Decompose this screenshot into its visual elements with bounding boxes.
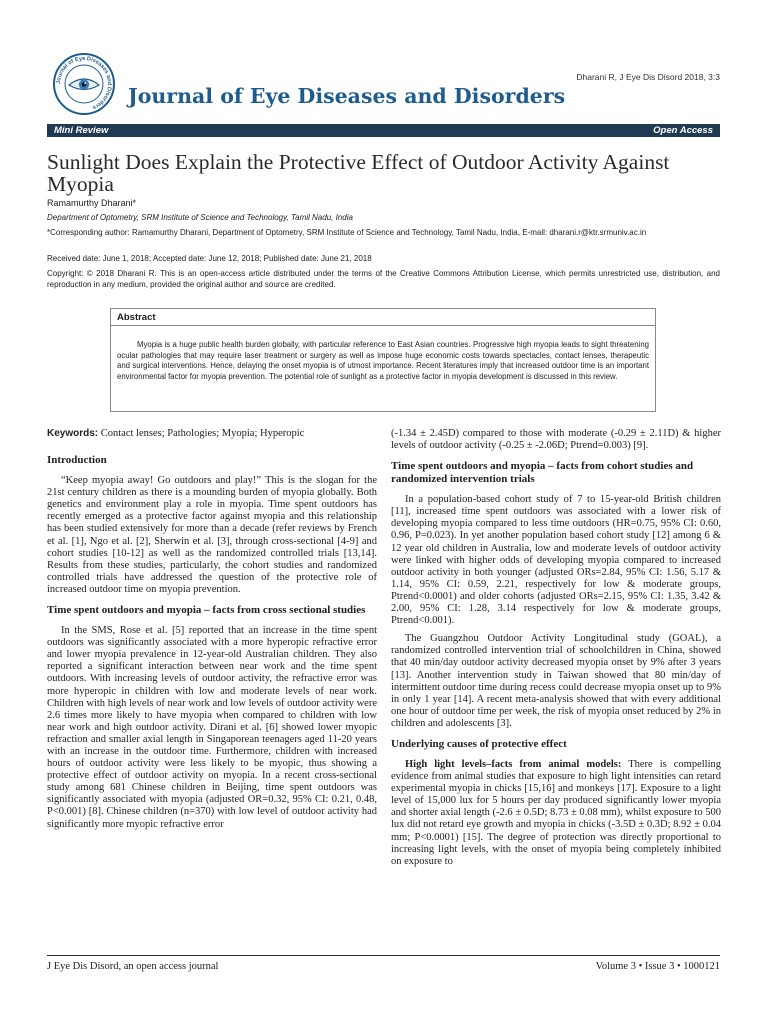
abstract-text: Myopia is a huge public health burden globally, with particular reference to East Asian countries. Progressive high myopia leads to sight threatening ocular pathologies that may require laser treatment or surgery as well as impose huge economic costs towards spectacles, contact lenses, therapeutic and surgical interventions. Hence, delaying the onset myopia is of utmost importance. Recent literatures imply that increased outdoor time is an important environmental factor for myopia prevention. The potential role of sunlight as a protective factor in myopia development is discussed in this review. bbox=[117, 340, 649, 381]
section-heading-cross-sectional: Time spent outdoors and myopia – facts from cross sectional studies bbox=[47, 604, 366, 617]
journal-title: Journal of Eye Diseases and Disorders bbox=[128, 84, 566, 108]
left-column bbox=[47, 428, 377, 837]
footer-volume: Volume 3 • Issue 3 • 1000121 bbox=[595, 961, 720, 972]
article-title: Sunlight Does Explain the Protective Effect of Outdoor Activity Against Myopia bbox=[47, 150, 670, 196]
keywords-text: Contact lenses; Pathologies; Myopia; Hyperopic bbox=[100, 428, 305, 439]
section-heading-introduction: Introduction bbox=[47, 454, 107, 467]
author-name: Ramamurthy Dharani* bbox=[47, 198, 137, 208]
article-type-banner bbox=[47, 124, 720, 137]
section-heading-cohort: Time spent outdoors and myopia – facts from cohort studies and randomized intervention trials bbox=[391, 460, 694, 486]
citation-line: Dharani R, J Eye Dis Disord 2018, 3:3 bbox=[576, 72, 720, 82]
abstract-heading: Abstract bbox=[117, 312, 156, 323]
journal-logo bbox=[52, 52, 116, 116]
paragraph: In the SMS, Rose et al. [5] reported that an increase in the time spent outdoors was significantly associated with a more hyperopic refractive error and lower myopia prevalence in 12-year-old Australian children. They also reported a significant interaction between near work and the time spent outdoors. With increasing levels of outdoor activity, the refractive error was more hyperopic in children with low and moderate levels of near work. Children with high levels of near work and low levels of outdoor activity were 2.6 times more likely to have myopia when compared to children with low near work and high outdoor activity. Dirani et al. [6] showed lower myopic refraction and smaller axial length in Singaporean teenagers aged 11-20 years with an increase in the outdoor time. Furthermore, children with increased hours of outdoor activity were less likely to be myopic, thus showing a protective effect of outdoor activity on myopia. In a recent cross-sectional study among 681 Chinese children in Beijing, time spent outdoors was significantly associated with myopia (adjusted OR=0.32, 95% CI: 0.21, 0.48, P<0.001) [8]. Chinese children (n=370) with low level of outdoor activity had significantly more myopic refractive error bbox=[47, 625, 377, 830]
keywords-label: Keywords: bbox=[47, 428, 99, 439]
corresponding-author: *Corresponding author: Ramamurthy Dharani, Department of Optometry, SRM Institute of Science and Technology, Tamil Nadu, India, E-mail: dharani.r@ktr.srmuniv.ac.in bbox=[47, 228, 647, 237]
open-access-label: Open Access bbox=[653, 125, 713, 136]
abstract-box bbox=[110, 308, 656, 412]
paragraph: The Guangzhou Outdoor Activity Longitudinal study (GOAL), a randomized controlled intervention trial of schoolchildren in China, showed that 40 min/day outdoor activity decreased myopia onset by 9% after 3 years [13]. Another intervention study in Taiwan showed that 80 min/day of intermittent outdoor time during recess could decrease myopia onset up to 9% in only 1 year [14]. A recent meta-analysis showed that with every additional one hour of outdoor time per week, the risk of myopia onset reduced by 2% in children and adolescents [3]. bbox=[391, 633, 721, 729]
paragraph bbox=[391, 759, 721, 868]
paragraph: (-1.34 ± 2.45D) compared to those with moderate (-0.29 ± 2.11D) & higher levels of outdoor activity (-0.25 ± -2.06D; Ptrend=0.003) [9]. bbox=[391, 428, 721, 452]
run-in-heading: High light levels–facts from animal models: bbox=[405, 758, 622, 770]
keywords bbox=[47, 428, 377, 440]
author-affiliation: Department of Optometry, SRM Institute of Science and Technology, Tamil Nadu, India bbox=[47, 213, 353, 222]
abstract-divider bbox=[111, 325, 655, 326]
paragraph: “Keep myopia away! Go outdoors and play!” This is the slogan for the 21st century children as there is a mounding burden of myopia globally. Both genetics and environment play a role in myopia. Time spent outdoors has recently emerged as a protective factor against myopia and this relationship has been studied extensively for more than a decade (refer reviews by French et al. [1], Ngo et al. [2], Sherwin et al. [3], through cross-sectional [4-9] and cohort studies [10-12] as well as the randomized controlled trials [13,14]. Results from these studies, particularly, the cohort studies and randomized controlled trials have addressed the question of the protective role of increased outdoor time on myopia prevention. bbox=[47, 475, 377, 595]
footer-divider bbox=[47, 955, 720, 956]
paragraph: In a population-based cohort study of 7 to 15-year-old British children [11], increased time spent outdoors was associated with a lower risk of developing myopia compared to less time outdoors (HR=0.75, 95% CI: 0.60, 0.96, P=0.023). In yet another population based cohort study [12] among 6 & 12 year old children in Australia, low and moderate levels of outdoor activity were linked with higher odds of developing myopia compared to increased outdoor activity in both younger (adjusted ORs=2.84, 95% CI: 1.56, 5.17 & 1.14, 95% CI: 0.59, 2.21, respectively for low & moderate groups, Ptrend<0.0001) and older cohorts (adjusted ORs=2.15, 95% CI: 1.35, 3.42 & 2.00, 95% CI: 1.28, 3.14 respectively for low & moderate groups, Ptrend<0.001). bbox=[391, 494, 721, 627]
publication-dates: Received date: June 1, 2018; Accepted date: June 12, 2018; Published date: June 21, 2018 bbox=[47, 254, 372, 263]
right-column bbox=[391, 428, 721, 874]
paragraph-text: There is compelling evidence from animal studies that exposure to high light intensities can retard experimental myopia in chicks [15,16] and monkeys [17]. Exposure to a light level of 15,000 lux for 5 hours per day produced significantly lower myopia and shorter axial length (-2.6 ± 0.5D; 8.73 ± 0.08 mm), whilst exposure to 500 lux did not retard eye growth and myopia in chicks (-3.5D ± 0.3D; 8.92 ± 0.04 mm; P<0.0001) [15]. The degree of protection was directly proportional to increasing light levels, with the onset of myopia being completely inhibited on exposure to bbox=[391, 758, 721, 867]
article-type-label: Mini Review bbox=[54, 125, 109, 136]
section-heading-causes: Underlying causes of protective effect bbox=[391, 737, 567, 750]
copyright-notice: Copyright: © 2018 Dharani R. This is an open-access article distributed under the terms of the Creative Commons Attribution License, which permits unrestricted use, distribution, and reproduction in any medium, provided the original author and source are credited. bbox=[47, 269, 720, 289]
footer-journal: J Eye Dis Disord, an open access journal bbox=[47, 961, 219, 972]
svg-text:Journal of Eye Diseases and Di: Journal of Eye Diseases and Disorders bbox=[55, 55, 113, 111]
